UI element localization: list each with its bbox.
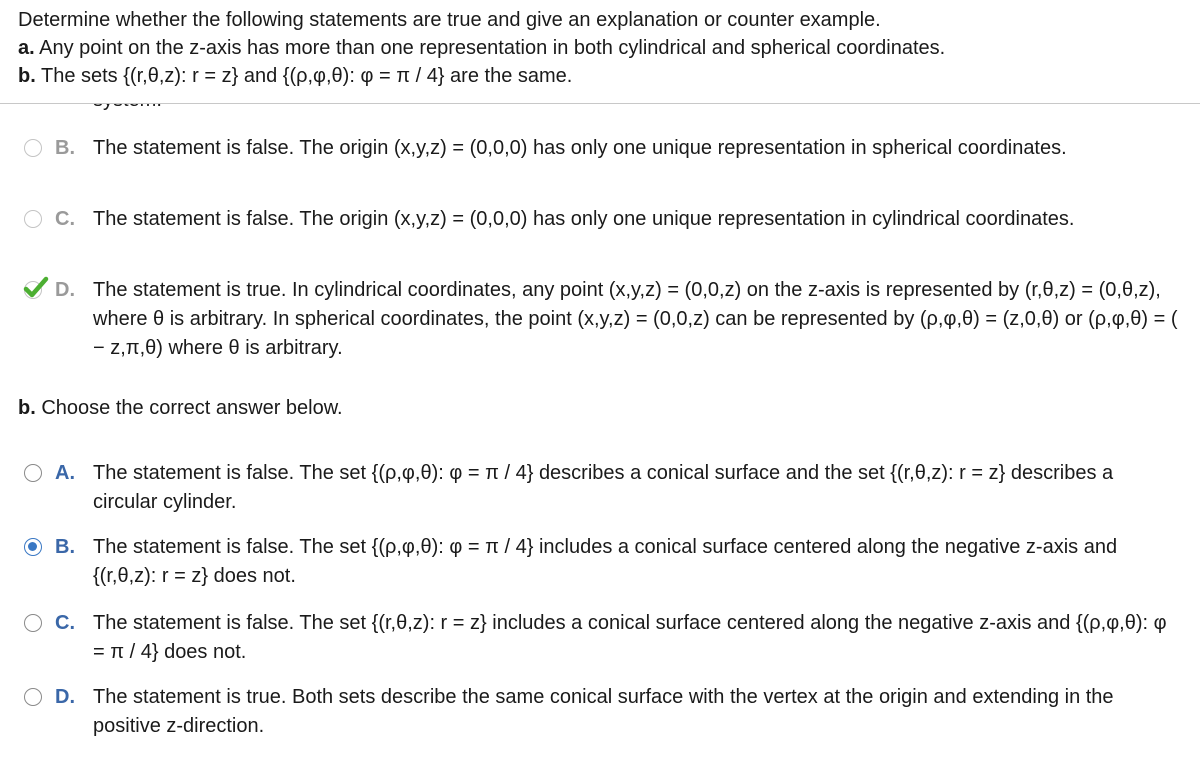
part-b-label-letter: b. [18,397,36,419]
statement-b-letter: b. [18,65,36,87]
statement-a [18,36,945,60]
option-letter: B. [55,137,75,159]
radio-button [24,210,42,228]
radio-button[interactable] [24,614,42,632]
option-text: The statement is true. In cylindrical coordinates, any point (x,y,z) = (0,0,z) on the z-axis is represented by (r,θ,z) = (0,θ,z), where θ is arbitrary. In spherical coordinates, the point (x,y,z) = (0,0,z) can be represented by (ρ,φ,θ) = (z,0,θ) or (ρ,φ,θ) = ( − z,π,θ) where θ is arbitrary. [93,279,1178,359]
option-text: The statement is false. The set {(r,θ,z): r = z} includes a conical surface centered along the negative z-axis and {(ρ,φ,θ): φ = π / 4} does not. [93,612,1167,663]
part-b-label-text: Choose the correct answer below. [41,397,343,419]
option-text: The statement is true. Both sets describe the same conical surface with the vertex at the origin and extending in the positive z-direction. [93,686,1114,737]
question-header [0,0,1200,104]
part-b-label [18,396,343,420]
option-text: The statement is false. The set {(ρ,φ,θ): φ = π / 4} includes a conical surface centered along the negative z-axis and {(r,θ,z): r = z} does not. [93,536,1118,587]
statement-b [18,64,572,88]
green-checkmark-icon [22,276,50,300]
option-letter: D. [55,686,75,708]
option-letter: C. [55,612,75,634]
option-text: The statement is false. The origin (x,y,z) = (0,0,0) has only one unique representation in cylindrical coordinates. [93,208,1075,230]
option-letter: D. [55,279,75,301]
radio-button-selected[interactable] [24,538,42,556]
question-prompt: Determine whether the following statements are true and give an explanation or counter example. [18,9,881,31]
header-divider [0,103,1200,104]
radio-button[interactable] [24,464,42,482]
statement-a-letter: a. [18,37,35,59]
option-letter: C. [55,208,75,230]
statement-b-text: The sets {(r,θ,z): r = z} and {(ρ,φ,θ): φ = π / 4} are the same. [40,65,573,87]
statement-a-text: Any point on the z-axis has more than one representation in both cylindrical and spherical coordinates. [39,37,946,59]
option-text: The statement is false. The origin (x,y,z) = (0,0,0) has only one unique representation in spherical coordinates. [93,137,1067,159]
answer-scroll-area[interactable] [0,104,1200,780]
radio-button[interactable] [24,688,42,706]
option-letter: A. [55,462,75,484]
option-letter: B. [55,536,75,558]
radio-button [24,139,42,157]
option-text: The statement is false. The set {(ρ,φ,θ): φ = π / 4} describes a conical surface and the set {(r,θ,z): r = z} describes a circular cylinder. [93,462,1114,513]
